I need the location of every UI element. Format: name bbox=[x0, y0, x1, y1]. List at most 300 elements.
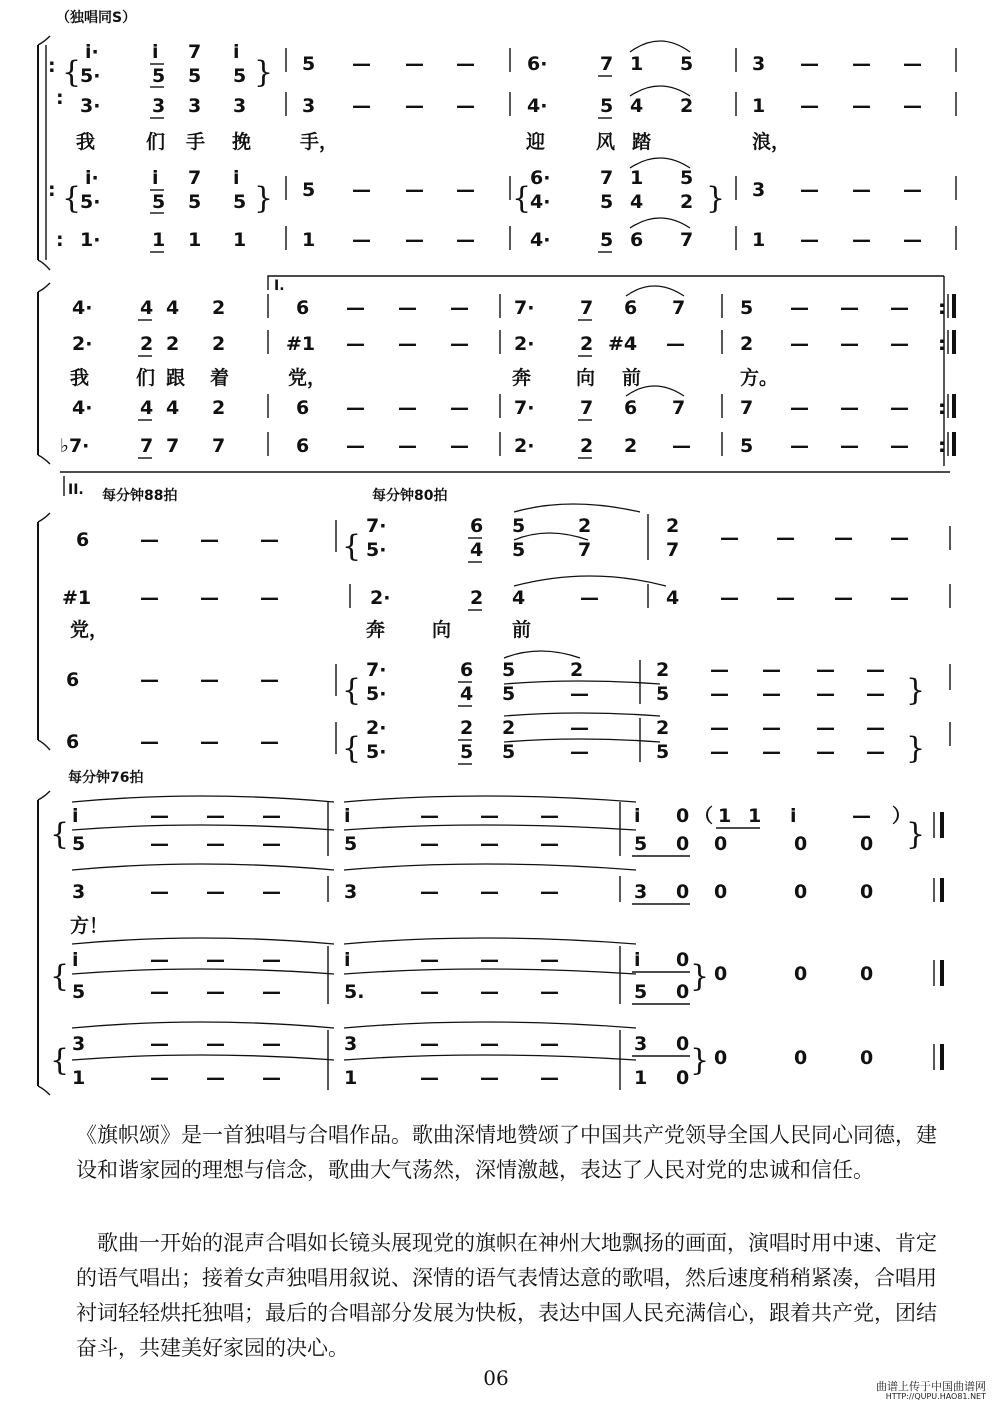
svg-text:—: — bbox=[420, 1067, 439, 1089]
svg-text:5: 5 bbox=[600, 95, 614, 117]
svg-text:—: — bbox=[790, 397, 809, 419]
svg-text:挽: 挽 bbox=[232, 131, 252, 153]
svg-text:4·: 4· bbox=[530, 191, 551, 213]
svg-text:—: — bbox=[150, 1067, 169, 1089]
svg-text::: : bbox=[938, 397, 946, 419]
svg-text:—: — bbox=[200, 731, 219, 753]
svg-text:#1: #1 bbox=[62, 587, 92, 609]
svg-text:i: i bbox=[634, 805, 641, 827]
svg-text:—: — bbox=[540, 1067, 559, 1089]
svg-text:7·: 7· bbox=[514, 297, 535, 319]
svg-text:7: 7 bbox=[600, 167, 614, 189]
svg-text:0: 0 bbox=[714, 881, 728, 903]
svg-text:—: — bbox=[200, 529, 219, 551]
svg-text:—: — bbox=[800, 53, 819, 75]
svg-text:1: 1 bbox=[152, 229, 166, 251]
svg-text:3: 3 bbox=[72, 881, 86, 903]
svg-text:i: i bbox=[233, 167, 240, 189]
svg-text:0: 0 bbox=[714, 1047, 728, 1069]
svg-text:—: — bbox=[200, 587, 219, 609]
svg-text:2: 2 bbox=[212, 297, 226, 319]
svg-text:0: 0 bbox=[714, 833, 728, 855]
svg-text:—: — bbox=[570, 717, 589, 739]
svg-text:3: 3 bbox=[188, 95, 202, 117]
svg-text:2·: 2· bbox=[514, 333, 535, 355]
svg-text:—: — bbox=[352, 179, 371, 201]
svg-text:2: 2 bbox=[166, 333, 180, 355]
svg-text:6: 6 bbox=[470, 515, 484, 537]
svg-text:2: 2 bbox=[656, 659, 670, 681]
svg-text:—: — bbox=[262, 805, 281, 827]
svg-text:前: 前 bbox=[622, 367, 642, 389]
svg-text:—: — bbox=[903, 179, 922, 201]
svg-text:方。: 方。 bbox=[740, 367, 779, 389]
svg-text:6: 6 bbox=[66, 731, 80, 753]
svg-text:—: — bbox=[456, 179, 475, 201]
svg-text:—: — bbox=[570, 683, 589, 705]
svg-text:—: — bbox=[840, 435, 859, 457]
svg-text:向: 向 bbox=[576, 367, 596, 389]
svg-text:3: 3 bbox=[152, 95, 166, 117]
svg-text:7: 7 bbox=[680, 229, 694, 251]
svg-text:}: } bbox=[906, 731, 926, 766]
svg-text:党，: 党， bbox=[288, 367, 327, 389]
svg-text:2: 2 bbox=[656, 717, 670, 739]
svg-text:—: — bbox=[720, 587, 739, 609]
svg-text:—: — bbox=[150, 881, 169, 903]
svg-text:7: 7 bbox=[188, 167, 202, 189]
watermark-line-1: 曲谱上传于中国曲谱网 bbox=[876, 1380, 986, 1393]
svg-text:1: 1 bbox=[718, 805, 732, 827]
svg-text:0: 0 bbox=[860, 833, 874, 855]
svg-text:—: — bbox=[260, 731, 279, 753]
svg-text:4: 4 bbox=[166, 297, 180, 319]
svg-text:—: — bbox=[150, 949, 169, 971]
svg-text:5: 5 bbox=[502, 659, 516, 681]
svg-text:—: — bbox=[540, 833, 559, 855]
svg-text:—: — bbox=[150, 833, 169, 855]
svg-text:—: — bbox=[800, 229, 819, 251]
svg-text:手，: 手， bbox=[300, 131, 339, 153]
svg-text:—: — bbox=[206, 1033, 225, 1055]
svg-text:—: — bbox=[346, 397, 365, 419]
svg-text::: : bbox=[48, 179, 56, 201]
svg-text:—: — bbox=[540, 881, 559, 903]
svg-text:我: 我 bbox=[70, 367, 90, 389]
svg-text:1·: 1· bbox=[80, 229, 101, 251]
svg-text:前: 前 bbox=[512, 619, 532, 641]
svg-text:5: 5 bbox=[502, 683, 516, 705]
system-1 bbox=[38, 36, 956, 270]
svg-text:—: — bbox=[852, 53, 871, 75]
svg-text:i: i bbox=[72, 805, 79, 827]
svg-text:—: — bbox=[206, 981, 225, 1003]
svg-text:4·: 4· bbox=[530, 229, 551, 251]
svg-text:—: — bbox=[866, 741, 885, 763]
svg-text:—: — bbox=[262, 949, 281, 971]
svg-text:5: 5 bbox=[460, 741, 474, 763]
svg-text:1: 1 bbox=[630, 167, 644, 189]
svg-text:—: — bbox=[140, 587, 159, 609]
svg-text:#1: #1 bbox=[286, 333, 316, 355]
watermark-line-2: HTTP://QUPU.HAO81.NET bbox=[885, 1392, 986, 1401]
svg-text:7: 7 bbox=[580, 397, 594, 419]
svg-text:5: 5 bbox=[233, 65, 247, 87]
svg-text:{: { bbox=[62, 181, 82, 216]
svg-text:—: — bbox=[890, 297, 909, 319]
system-2 bbox=[38, 276, 954, 472]
svg-text:—: — bbox=[790, 435, 809, 457]
svg-text:—: — bbox=[346, 297, 365, 319]
svg-text:4: 4 bbox=[470, 539, 484, 561]
svg-text:4: 4 bbox=[666, 587, 680, 609]
svg-text:7: 7 bbox=[672, 397, 686, 419]
svg-text:7: 7 bbox=[212, 435, 226, 457]
svg-text:4: 4 bbox=[630, 191, 644, 213]
svg-text:—: — bbox=[903, 229, 922, 251]
svg-text:i: i bbox=[634, 949, 641, 971]
svg-text:迎: 迎 bbox=[526, 131, 546, 153]
svg-text:3: 3 bbox=[634, 881, 648, 903]
svg-text:5: 5 bbox=[188, 191, 202, 213]
svg-text:{: { bbox=[342, 529, 362, 564]
svg-text:们: 们 bbox=[146, 131, 166, 153]
svg-text:—: — bbox=[866, 659, 885, 681]
svg-text:7·: 7· bbox=[514, 397, 535, 419]
svg-text:0: 0 bbox=[676, 805, 690, 827]
svg-text:我: 我 bbox=[76, 131, 96, 153]
svg-text:0: 0 bbox=[676, 881, 690, 903]
svg-text:0: 0 bbox=[860, 881, 874, 903]
svg-text:—: — bbox=[762, 741, 781, 763]
svg-text:7: 7 bbox=[166, 435, 180, 457]
svg-text:{: { bbox=[50, 959, 70, 994]
svg-text:—: — bbox=[710, 741, 729, 763]
svg-text:i: i bbox=[72, 949, 79, 971]
svg-text:4: 4 bbox=[512, 587, 526, 609]
svg-text:4: 4 bbox=[630, 95, 644, 117]
svg-text:5: 5 bbox=[656, 741, 670, 763]
svg-text:—: — bbox=[405, 53, 424, 75]
svg-text:—: — bbox=[206, 1067, 225, 1089]
svg-text:5: 5 bbox=[600, 191, 614, 213]
svg-text:—: — bbox=[260, 529, 279, 551]
lyrics-system-1 bbox=[76, 130, 790, 153]
svg-text:1: 1 bbox=[752, 229, 766, 251]
svg-text:（: （ bbox=[694, 805, 714, 827]
svg-text:—: — bbox=[140, 731, 159, 753]
svg-text:1: 1 bbox=[634, 1067, 648, 1089]
svg-text:—: — bbox=[840, 297, 859, 319]
svg-text:{: { bbox=[50, 1043, 70, 1078]
svg-text:4: 4 bbox=[166, 397, 180, 419]
svg-text::: : bbox=[48, 55, 56, 77]
svg-text:{: { bbox=[342, 731, 362, 766]
svg-text:—: — bbox=[140, 669, 159, 691]
svg-text:0: 0 bbox=[794, 1047, 808, 1069]
svg-text:5·: 5· bbox=[80, 65, 101, 87]
svg-text:5: 5 bbox=[233, 191, 247, 213]
svg-text:3: 3 bbox=[752, 53, 766, 75]
svg-text:i: i bbox=[790, 805, 797, 827]
svg-text:4·: 4· bbox=[72, 397, 93, 419]
svg-text:0: 0 bbox=[676, 833, 690, 855]
svg-text:6: 6 bbox=[296, 397, 310, 419]
svg-text:—: — bbox=[262, 1033, 281, 1055]
svg-text:2: 2 bbox=[740, 333, 754, 355]
svg-text:5: 5 bbox=[302, 53, 316, 75]
svg-text:—: — bbox=[450, 435, 469, 457]
svg-text::: : bbox=[938, 435, 946, 457]
svg-text:#4: #4 bbox=[608, 333, 638, 355]
svg-text:0: 0 bbox=[860, 1047, 874, 1069]
svg-text:—: — bbox=[480, 1067, 499, 1089]
svg-text:5: 5 bbox=[740, 297, 754, 319]
svg-text:5·: 5· bbox=[80, 191, 101, 213]
svg-text:—: — bbox=[480, 805, 499, 827]
svg-text:—: — bbox=[540, 1033, 559, 1055]
svg-text:0: 0 bbox=[676, 1067, 690, 1089]
svg-text:—: — bbox=[852, 229, 871, 251]
svg-text:—: — bbox=[816, 741, 835, 763]
svg-text:—: — bbox=[890, 435, 909, 457]
svg-text:}: } bbox=[690, 959, 710, 994]
svg-text:2·: 2· bbox=[514, 435, 535, 457]
svg-text:5·: 5· bbox=[366, 741, 387, 763]
svg-text:5: 5 bbox=[680, 167, 694, 189]
svg-text:5: 5 bbox=[600, 229, 614, 251]
svg-text:6: 6 bbox=[296, 297, 310, 319]
svg-text:2: 2 bbox=[580, 333, 594, 355]
svg-text:6·: 6· bbox=[530, 167, 551, 189]
svg-text:—: — bbox=[206, 833, 225, 855]
svg-text:—: — bbox=[852, 95, 871, 117]
svg-text:1: 1 bbox=[344, 1067, 358, 1089]
svg-text:7: 7 bbox=[672, 297, 686, 319]
svg-text:7·: 7· bbox=[366, 515, 387, 537]
svg-text:—: — bbox=[800, 179, 819, 201]
svg-text:—: — bbox=[666, 333, 685, 355]
svg-text:2: 2 bbox=[680, 95, 694, 117]
svg-text:向: 向 bbox=[432, 619, 452, 641]
svg-text:—: — bbox=[540, 949, 559, 971]
svg-text:}: } bbox=[690, 1043, 710, 1078]
svg-text:6: 6 bbox=[630, 229, 644, 251]
svg-text:1: 1 bbox=[188, 229, 202, 251]
svg-text:0: 0 bbox=[676, 949, 690, 971]
svg-text:—: — bbox=[352, 95, 371, 117]
svg-text:5: 5 bbox=[512, 539, 526, 561]
svg-text:—: — bbox=[262, 833, 281, 855]
svg-text:7: 7 bbox=[600, 53, 614, 75]
lyrics-system-4: 方！ bbox=[70, 915, 109, 937]
svg-text:—: — bbox=[262, 981, 281, 1003]
svg-text:5: 5 bbox=[512, 515, 526, 537]
svg-text:—: — bbox=[262, 881, 281, 903]
svg-text:—: — bbox=[456, 53, 475, 75]
svg-text:1: 1 bbox=[72, 1067, 86, 1089]
svg-text:—: — bbox=[570, 741, 589, 763]
svg-text:—: — bbox=[200, 669, 219, 691]
svg-text:2·: 2· bbox=[72, 333, 93, 355]
svg-text:2: 2 bbox=[460, 717, 474, 739]
svg-text:♭7·: ♭7· bbox=[60, 435, 90, 457]
svg-text:2: 2 bbox=[624, 435, 638, 457]
svg-text:0: 0 bbox=[860, 963, 874, 985]
svg-text:—: — bbox=[260, 669, 279, 691]
svg-text:踏: 踏 bbox=[632, 131, 652, 153]
svg-text:2: 2 bbox=[470, 587, 484, 609]
svg-text:—: — bbox=[540, 981, 559, 1003]
svg-text:—: — bbox=[398, 397, 417, 419]
svg-text:}: } bbox=[254, 181, 274, 216]
svg-text:{: { bbox=[512, 181, 532, 216]
svg-text:风: 风 bbox=[596, 131, 616, 153]
svg-text:党，: 党， bbox=[70, 619, 109, 641]
svg-text:i: i bbox=[152, 41, 159, 63]
svg-text:3: 3 bbox=[344, 881, 358, 903]
svg-text:—: — bbox=[398, 435, 417, 457]
svg-text:—: — bbox=[903, 95, 922, 117]
svg-text:1: 1 bbox=[302, 229, 316, 251]
svg-text:—: — bbox=[710, 717, 729, 739]
svg-text:—: — bbox=[816, 659, 835, 681]
svg-text:i: i bbox=[344, 805, 351, 827]
svg-text:{: { bbox=[50, 817, 70, 852]
svg-text:5: 5 bbox=[72, 981, 86, 1003]
svg-text:3: 3 bbox=[72, 1033, 86, 1055]
svg-text:奔: 奔 bbox=[366, 619, 386, 641]
svg-text:—: — bbox=[890, 527, 909, 549]
svg-text:3: 3 bbox=[233, 95, 247, 117]
svg-text:—: — bbox=[420, 881, 439, 903]
svg-text:们: 们 bbox=[136, 367, 156, 389]
svg-text:6: 6 bbox=[624, 397, 638, 419]
svg-text:i·: i· bbox=[85, 41, 99, 63]
svg-text:—: — bbox=[206, 805, 225, 827]
svg-text:—: — bbox=[260, 587, 279, 609]
svg-text:—: — bbox=[405, 229, 424, 251]
svg-text:5: 5 bbox=[302, 179, 316, 201]
svg-text:—: — bbox=[480, 981, 499, 1003]
svg-text:—: — bbox=[420, 833, 439, 855]
svg-text:5·: 5· bbox=[366, 539, 387, 561]
svg-text::: : bbox=[938, 333, 946, 355]
svg-text:—: — bbox=[710, 683, 729, 705]
svg-text:5: 5 bbox=[656, 683, 670, 705]
svg-text:0: 0 bbox=[676, 981, 690, 1003]
svg-text:{: { bbox=[342, 673, 362, 708]
tempo-80: 每分钟80拍 bbox=[372, 488, 448, 504]
svg-text:—: — bbox=[866, 683, 885, 705]
svg-text:5: 5 bbox=[188, 65, 202, 87]
svg-text:0: 0 bbox=[676, 1033, 690, 1055]
svg-text:2·: 2· bbox=[370, 587, 391, 609]
svg-text:6: 6 bbox=[76, 529, 90, 551]
svg-text:6: 6 bbox=[460, 659, 474, 681]
svg-text:—: — bbox=[450, 333, 469, 355]
svg-text:—: — bbox=[776, 527, 795, 549]
svg-text:3: 3 bbox=[752, 179, 766, 201]
svg-text:—: — bbox=[456, 229, 475, 251]
svg-text:—: — bbox=[816, 683, 835, 705]
volta-2-label: II. bbox=[68, 482, 84, 498]
svg-text:1: 1 bbox=[630, 53, 644, 75]
svg-text:）: ） bbox=[892, 805, 912, 827]
svg-text:4: 4 bbox=[460, 683, 474, 705]
svg-text:—: — bbox=[890, 587, 909, 609]
svg-text:—: — bbox=[720, 527, 739, 549]
svg-text:0: 0 bbox=[794, 963, 808, 985]
svg-text:—: — bbox=[672, 435, 691, 457]
svg-text:}: } bbox=[706, 181, 726, 216]
svg-text:—: — bbox=[150, 805, 169, 827]
svg-text:—: — bbox=[762, 683, 781, 705]
svg-text:5: 5 bbox=[502, 741, 516, 763]
tempo-76: 每分钟76拍 bbox=[68, 770, 144, 786]
svg-text:—: — bbox=[346, 435, 365, 457]
svg-text:2: 2 bbox=[570, 659, 584, 681]
svg-text::: : bbox=[56, 87, 64, 109]
svg-text:4·: 4· bbox=[72, 297, 93, 319]
svg-text:i: i bbox=[344, 949, 351, 971]
svg-text:浪，: 浪， bbox=[752, 131, 791, 153]
svg-text:—: — bbox=[800, 95, 819, 117]
svg-text:2: 2 bbox=[578, 515, 592, 537]
svg-text:2: 2 bbox=[212, 397, 226, 419]
svg-text::: : bbox=[56, 229, 64, 251]
svg-text:—: — bbox=[480, 881, 499, 903]
svg-text:0: 0 bbox=[794, 881, 808, 903]
svg-text:7: 7 bbox=[666, 539, 680, 561]
svg-text:4·: 4· bbox=[527, 95, 548, 117]
svg-text:—: — bbox=[480, 949, 499, 971]
svg-text:—: — bbox=[352, 229, 371, 251]
lyrics-system-3 bbox=[70, 618, 531, 641]
svg-text:{: { bbox=[62, 55, 82, 90]
svg-text:7: 7 bbox=[578, 539, 592, 561]
svg-text:—: — bbox=[834, 587, 853, 609]
svg-text:—: — bbox=[890, 397, 909, 419]
lyrics-system-2 bbox=[70, 366, 778, 389]
description-paragraph-2: 歌曲一开始的混声合唱如长镜头展现党的旗帜在神州大地飘扬的画面，演唱时用中速、肯定的语气唱出；接着女声独唱用叙说、深情的语气表情达意的歌唱，然后速度稍稍紧凑，合唱用衬词轻轻烘托独唱；最后的合唱部分发展为快板，表达中国人民充满信心，跟着共产党，团结奋斗，共建美好家园的决心。 bbox=[76, 1231, 937, 1360]
svg-text:奔: 奔 bbox=[512, 367, 532, 389]
volta-1-label: I. bbox=[274, 278, 285, 294]
svg-text:2·: 2· bbox=[366, 717, 387, 739]
svg-text:—: — bbox=[405, 95, 424, 117]
svg-text:—: — bbox=[140, 529, 159, 551]
svg-text:—: — bbox=[762, 717, 781, 739]
svg-text:5: 5 bbox=[634, 833, 648, 855]
svg-text:i: i bbox=[152, 167, 159, 189]
svg-text:—: — bbox=[834, 527, 853, 549]
svg-text:—: — bbox=[352, 53, 371, 75]
svg-text:0: 0 bbox=[794, 833, 808, 855]
svg-text:—: — bbox=[450, 297, 469, 319]
svg-text:—: — bbox=[480, 833, 499, 855]
svg-text:—: — bbox=[262, 1067, 281, 1089]
svg-text:5.: 5. bbox=[344, 981, 365, 1003]
svg-text:7: 7 bbox=[188, 41, 202, 63]
svg-text:5: 5 bbox=[72, 833, 86, 855]
svg-text:—: — bbox=[890, 333, 909, 355]
svg-text:2: 2 bbox=[502, 717, 516, 739]
svg-text:—: — bbox=[420, 981, 439, 1003]
svg-text:—: — bbox=[398, 333, 417, 355]
svg-text:手: 手 bbox=[186, 131, 206, 153]
svg-text:—: — bbox=[398, 297, 417, 319]
svg-text:2: 2 bbox=[140, 333, 154, 355]
